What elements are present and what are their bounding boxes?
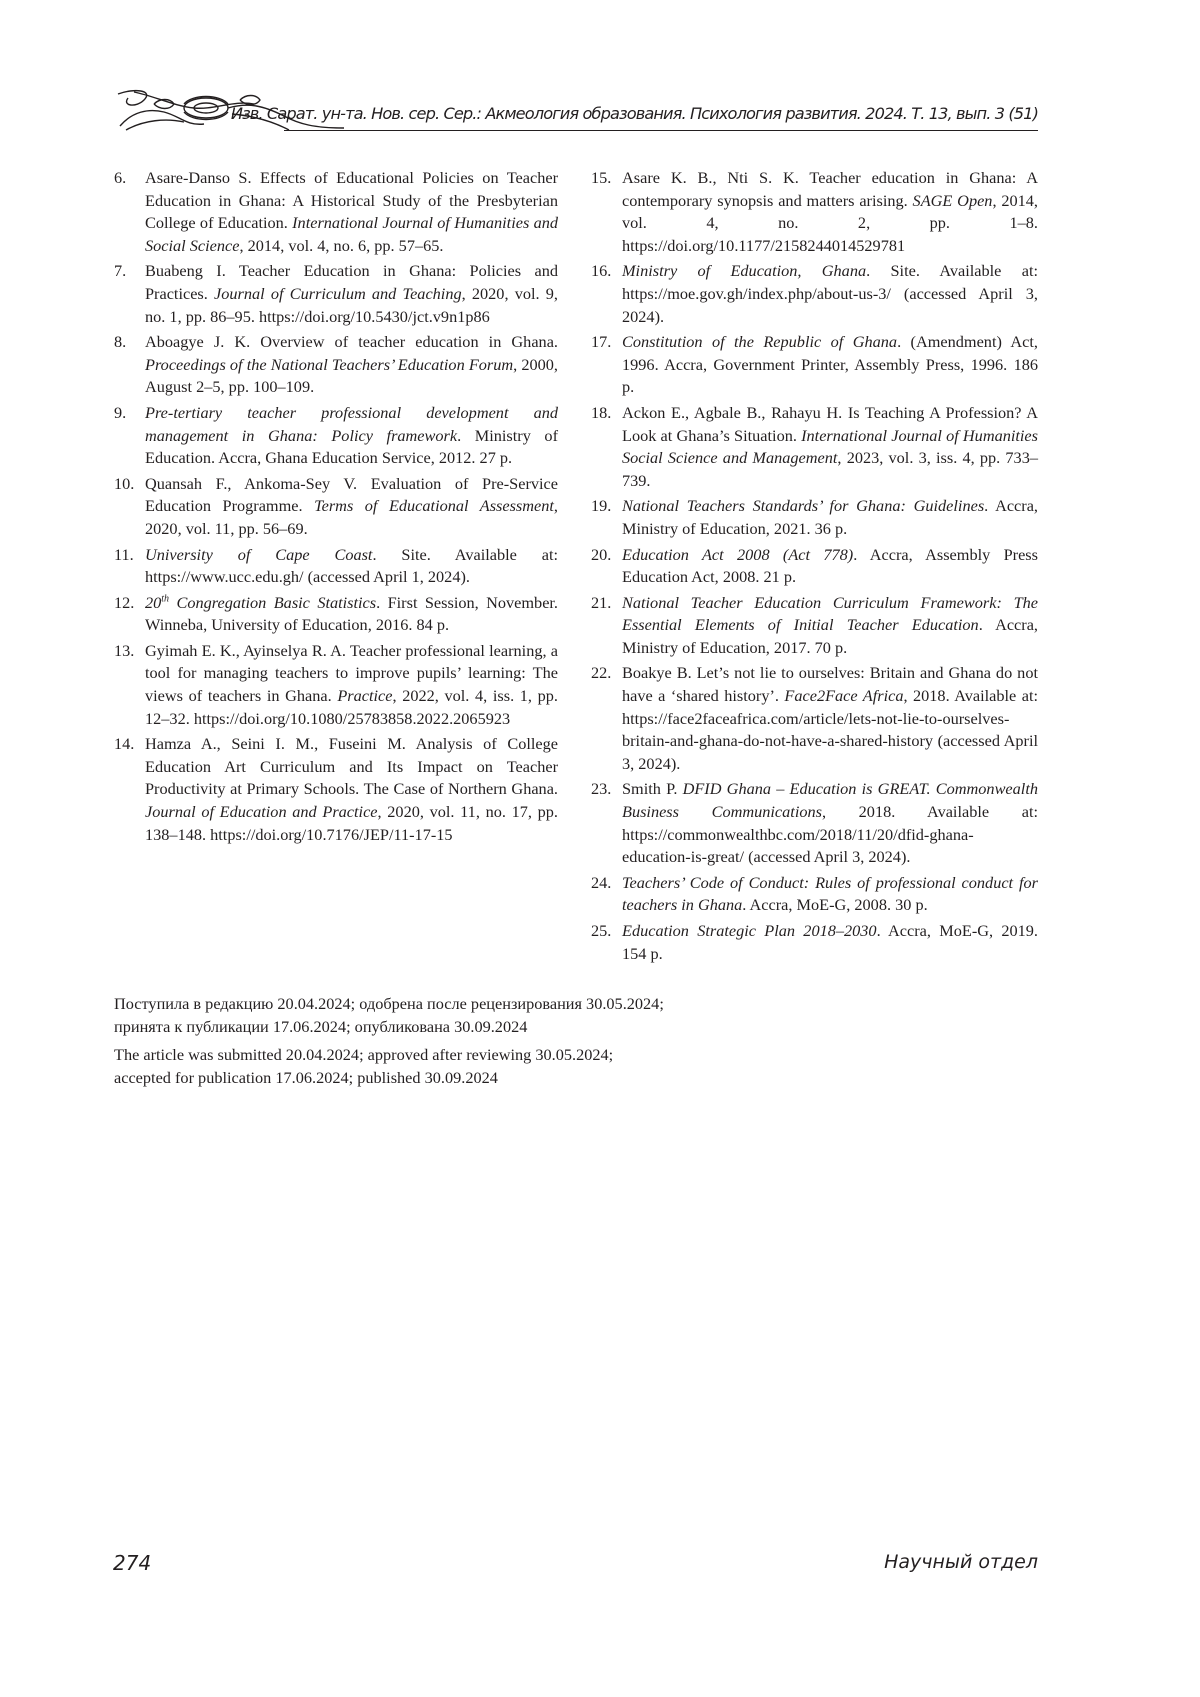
reference-text: International Journal of Humanities Social Science and Management xyxy=(622,426,1038,468)
reference-number: 24. xyxy=(591,872,622,895)
reference-number: 17. xyxy=(591,331,622,354)
reference-item xyxy=(591,402,1038,492)
reference-text: Journal of Education and Practice xyxy=(145,802,378,821)
reference-number: 6. xyxy=(114,167,145,190)
reference-text: Asare K. B., Nti S. K. Teacher education in Ghana: A contemporary synopsis and matters arising. xyxy=(622,168,1038,210)
reference-text: Journal of Curriculum and Teaching xyxy=(214,284,462,303)
reference-item xyxy=(591,495,1038,540)
reference-number: 8. xyxy=(114,331,145,354)
reference-text: Constitution of the Republic of Ghana xyxy=(622,332,897,351)
reference-number: 20. xyxy=(591,544,622,567)
reference-text: Aboagye J. K. Overview of teacher education in Ghana. xyxy=(145,332,558,351)
reference-text: Hamza A., Seini I. M., Fuseini M. Analysis of College Education Art Curriculum and Its Impact on Teacher Productivity at Primary Schools. The Case of Northern Ghana. xyxy=(145,734,558,798)
reference-item xyxy=(591,260,1038,328)
reference-text: Practice xyxy=(337,686,392,705)
reference-text: National Teachers Standards’ for Ghana: Guidelines xyxy=(622,496,984,515)
reference-number: 23. xyxy=(591,778,622,801)
reference-text: Ministry of Education, Ghana xyxy=(622,261,866,280)
dates-en-line2: accepted for publication 17.06.2024; published 30.09.2024 xyxy=(114,1068,498,1087)
reference-number: 14. xyxy=(114,733,145,756)
reference-text: . Site. Available at: https://www.ucc.edu.gh/ (accessed April 1, 2024). xyxy=(145,545,558,587)
running-header xyxy=(114,86,1038,134)
reference-text: , 2014, vol. 4, no. 2, pp. 1–8. https://doi.org/10.1177/2158244014529781 xyxy=(622,191,1038,255)
reference-text: , 2014, vol. 4, no. 6, pp. 57–65. xyxy=(239,236,443,255)
reference-text: Smith P. xyxy=(622,779,683,798)
reference-number: 21. xyxy=(591,592,622,615)
reference-text: , 2020, vol. 11, pp. 56–69. xyxy=(145,496,558,538)
reference-text: Boakye B. Let’s not lie to ourselves: Britain and Ghana do not have a ‘shared history’. xyxy=(622,663,1038,705)
reference-text: , 2000, August 2–5, pp. 100–109. xyxy=(145,355,558,397)
reference-text: , 2023, vol. 3, iss. 4, pp. 733–739. xyxy=(622,448,1038,490)
reference-text: . Site. Available at: https://moe.gov.gh/index.php/about-us-3/ (accessed April 3, 2024). xyxy=(622,261,1038,325)
reference-text: Face2Face Africa xyxy=(784,686,903,705)
references-left-column xyxy=(114,167,558,849)
reference-text: Gyimah E. K., Ayinselya R. A. Teacher professional learning, a tool for managing teachers to improve pupils’ learning: The views of teachers in Ghana. xyxy=(145,641,558,705)
reference-item xyxy=(591,872,1038,917)
reference-text: , 2022, vol. 4, iss. 1, pp. 12–32. https://doi.org/10.1080/25783858.2022.2065923 xyxy=(145,686,558,728)
reference-text: Buabeng I. Teacher Education in Ghana: Policies and Practices. xyxy=(145,261,558,303)
reference-item xyxy=(591,920,1038,965)
reference-item xyxy=(114,733,558,846)
reference-number: 19. xyxy=(591,495,622,518)
reference-text: Ackon E., Agbale B., Rahayu H. Is Teaching A Profession? A Look at Ghana’s Situation. xyxy=(622,403,1038,445)
reference-text: Terms of Educational Assessment xyxy=(314,496,554,515)
reference-text: th xyxy=(161,593,169,604)
dates-russian xyxy=(114,993,914,1038)
reference-item xyxy=(114,640,558,730)
reference-number: 15. xyxy=(591,167,622,190)
reference-text: . (Amendment) Act, 1996. Accra, Government Printer, Assembly Press, 1996. 186 p. xyxy=(622,332,1038,396)
reference-text: . Accra, Assembly Press Education Act, 2008. 21 p. xyxy=(622,545,1038,587)
reference-number: 18. xyxy=(591,402,622,425)
reference-text: National Teacher Education Curriculum Framework: The Essential Elements of Initial Teacher Education xyxy=(622,593,1038,635)
dates-ru-line2: принята к публикации 17.06.2024; опубликована 30.09.2024 xyxy=(114,1017,527,1036)
reference-text: , 2018. Available at: https://commonwealthbc.com/2018/11/20/dfid-ghana-education-is-great/ (accessed April 3, 2024). xyxy=(622,802,1038,866)
reference-text: Proceedings of the National Teachers’ Education Forum xyxy=(145,355,513,374)
header-rule xyxy=(284,130,1038,131)
reference-text: . Accra, MoE-G, 2008. 30 p. xyxy=(742,895,927,914)
reference-item xyxy=(114,473,558,541)
reference-text: . Accra, Ministry of Education, 2021. 36 p. xyxy=(622,496,1038,538)
reference-item xyxy=(591,662,1038,775)
reference-item xyxy=(114,544,558,589)
reference-number: 13. xyxy=(114,640,145,663)
reference-number: 12. xyxy=(114,592,145,615)
reference-text: , 2018. Available at: https://face2faceafrica.com/article/lets-not-lie-to-ourselves-britain-and-ghana-do-not-have-a-shared-history (accessed April 3, 2024). xyxy=(622,686,1038,773)
reference-number: 7. xyxy=(114,260,145,283)
reference-text: International Journal of Humanities and Social Science xyxy=(145,213,558,255)
reference-text: Education Act 2008 (Act 778) xyxy=(622,545,853,564)
reference-item xyxy=(114,592,558,637)
reference-text: SAGE Open xyxy=(913,191,993,210)
reference-number: 16. xyxy=(591,260,622,283)
reference-item xyxy=(114,167,558,257)
reference-text: , 2020, vol. 11, no. 17, pp. 138–148. https://doi.org/10.7176/JEP/11-17-15 xyxy=(145,802,558,844)
dates-ru-line1: Поступила в редакцию 20.04.2024; одобрена после рецензирования 30.05.2024; xyxy=(114,994,664,1013)
reference-text: 20 xyxy=(145,593,161,612)
page-number: 274 xyxy=(113,1551,151,1575)
reference-number: 10. xyxy=(114,473,145,496)
section-name: Научный отдел xyxy=(884,1551,1038,1573)
reference-text: . Accra, MoE-G, 2019. 154 p. xyxy=(622,921,1038,963)
reference-item xyxy=(591,778,1038,868)
reference-item xyxy=(591,167,1038,257)
reference-item xyxy=(591,592,1038,660)
reference-text: Education Strategic Plan 2018–2030 xyxy=(622,921,877,940)
reference-item xyxy=(114,402,558,470)
reference-text: . Ministry of Education. Accra, Ghana Education Service, 2012. 27 p. xyxy=(145,426,558,468)
reference-number: 9. xyxy=(114,402,145,425)
dates-english xyxy=(114,1044,914,1089)
reference-text: Asare-Danso S. Effects of Educational Policies on Teacher Education in Ghana: A Historical Study of the Presbyterian College of Education. xyxy=(145,168,558,232)
reference-text: Pre-tertiary teacher professional development and management in Ghana: Policy framework xyxy=(145,403,558,445)
reference-text: . First Session, November. Winneba, University of Education, 2016. 84 p. xyxy=(145,593,558,635)
reference-item xyxy=(591,331,1038,399)
reference-text: Congregation Basic Statistics xyxy=(169,593,376,612)
dates-en-line1: The article was submitted 20.04.2024; approved after reviewing 30.05.2024; xyxy=(114,1045,613,1064)
reference-text: . Accra, Ministry of Education, 2017. 70 p. xyxy=(622,615,1038,657)
reference-number: 22. xyxy=(591,662,622,685)
reference-number: 11. xyxy=(114,544,145,567)
reference-item xyxy=(114,260,558,328)
reference-text: Teachers’ Code of Conduct: Rules of professional conduct for teachers in Ghana xyxy=(622,873,1038,915)
reference-item xyxy=(114,331,558,399)
article-dates xyxy=(114,993,914,1095)
reference-number: 25. xyxy=(591,920,622,943)
reference-text: , 2020, vol. 9, no. 1, pp. 86–95. https://doi.org/10.5430/jct.v9n1p86 xyxy=(145,284,558,326)
journal-citation-line: Изв. Сарат. ун-та. Нов. сер. Сер.: Акмеология образования. Психология развития. 2024. Т. 13, вып. 3 (51) xyxy=(231,104,1038,123)
reference-item xyxy=(591,544,1038,589)
reference-text: University of Cape Coast xyxy=(145,545,372,564)
reference-text: DFID Ghana – Education is GREAT. Commonwealth Business Communications xyxy=(622,779,1038,821)
references-right-column xyxy=(591,167,1038,968)
reference-text: Quansah F., Ankoma-Sey V. Evaluation of Pre-Service Education Programme. xyxy=(145,474,558,516)
